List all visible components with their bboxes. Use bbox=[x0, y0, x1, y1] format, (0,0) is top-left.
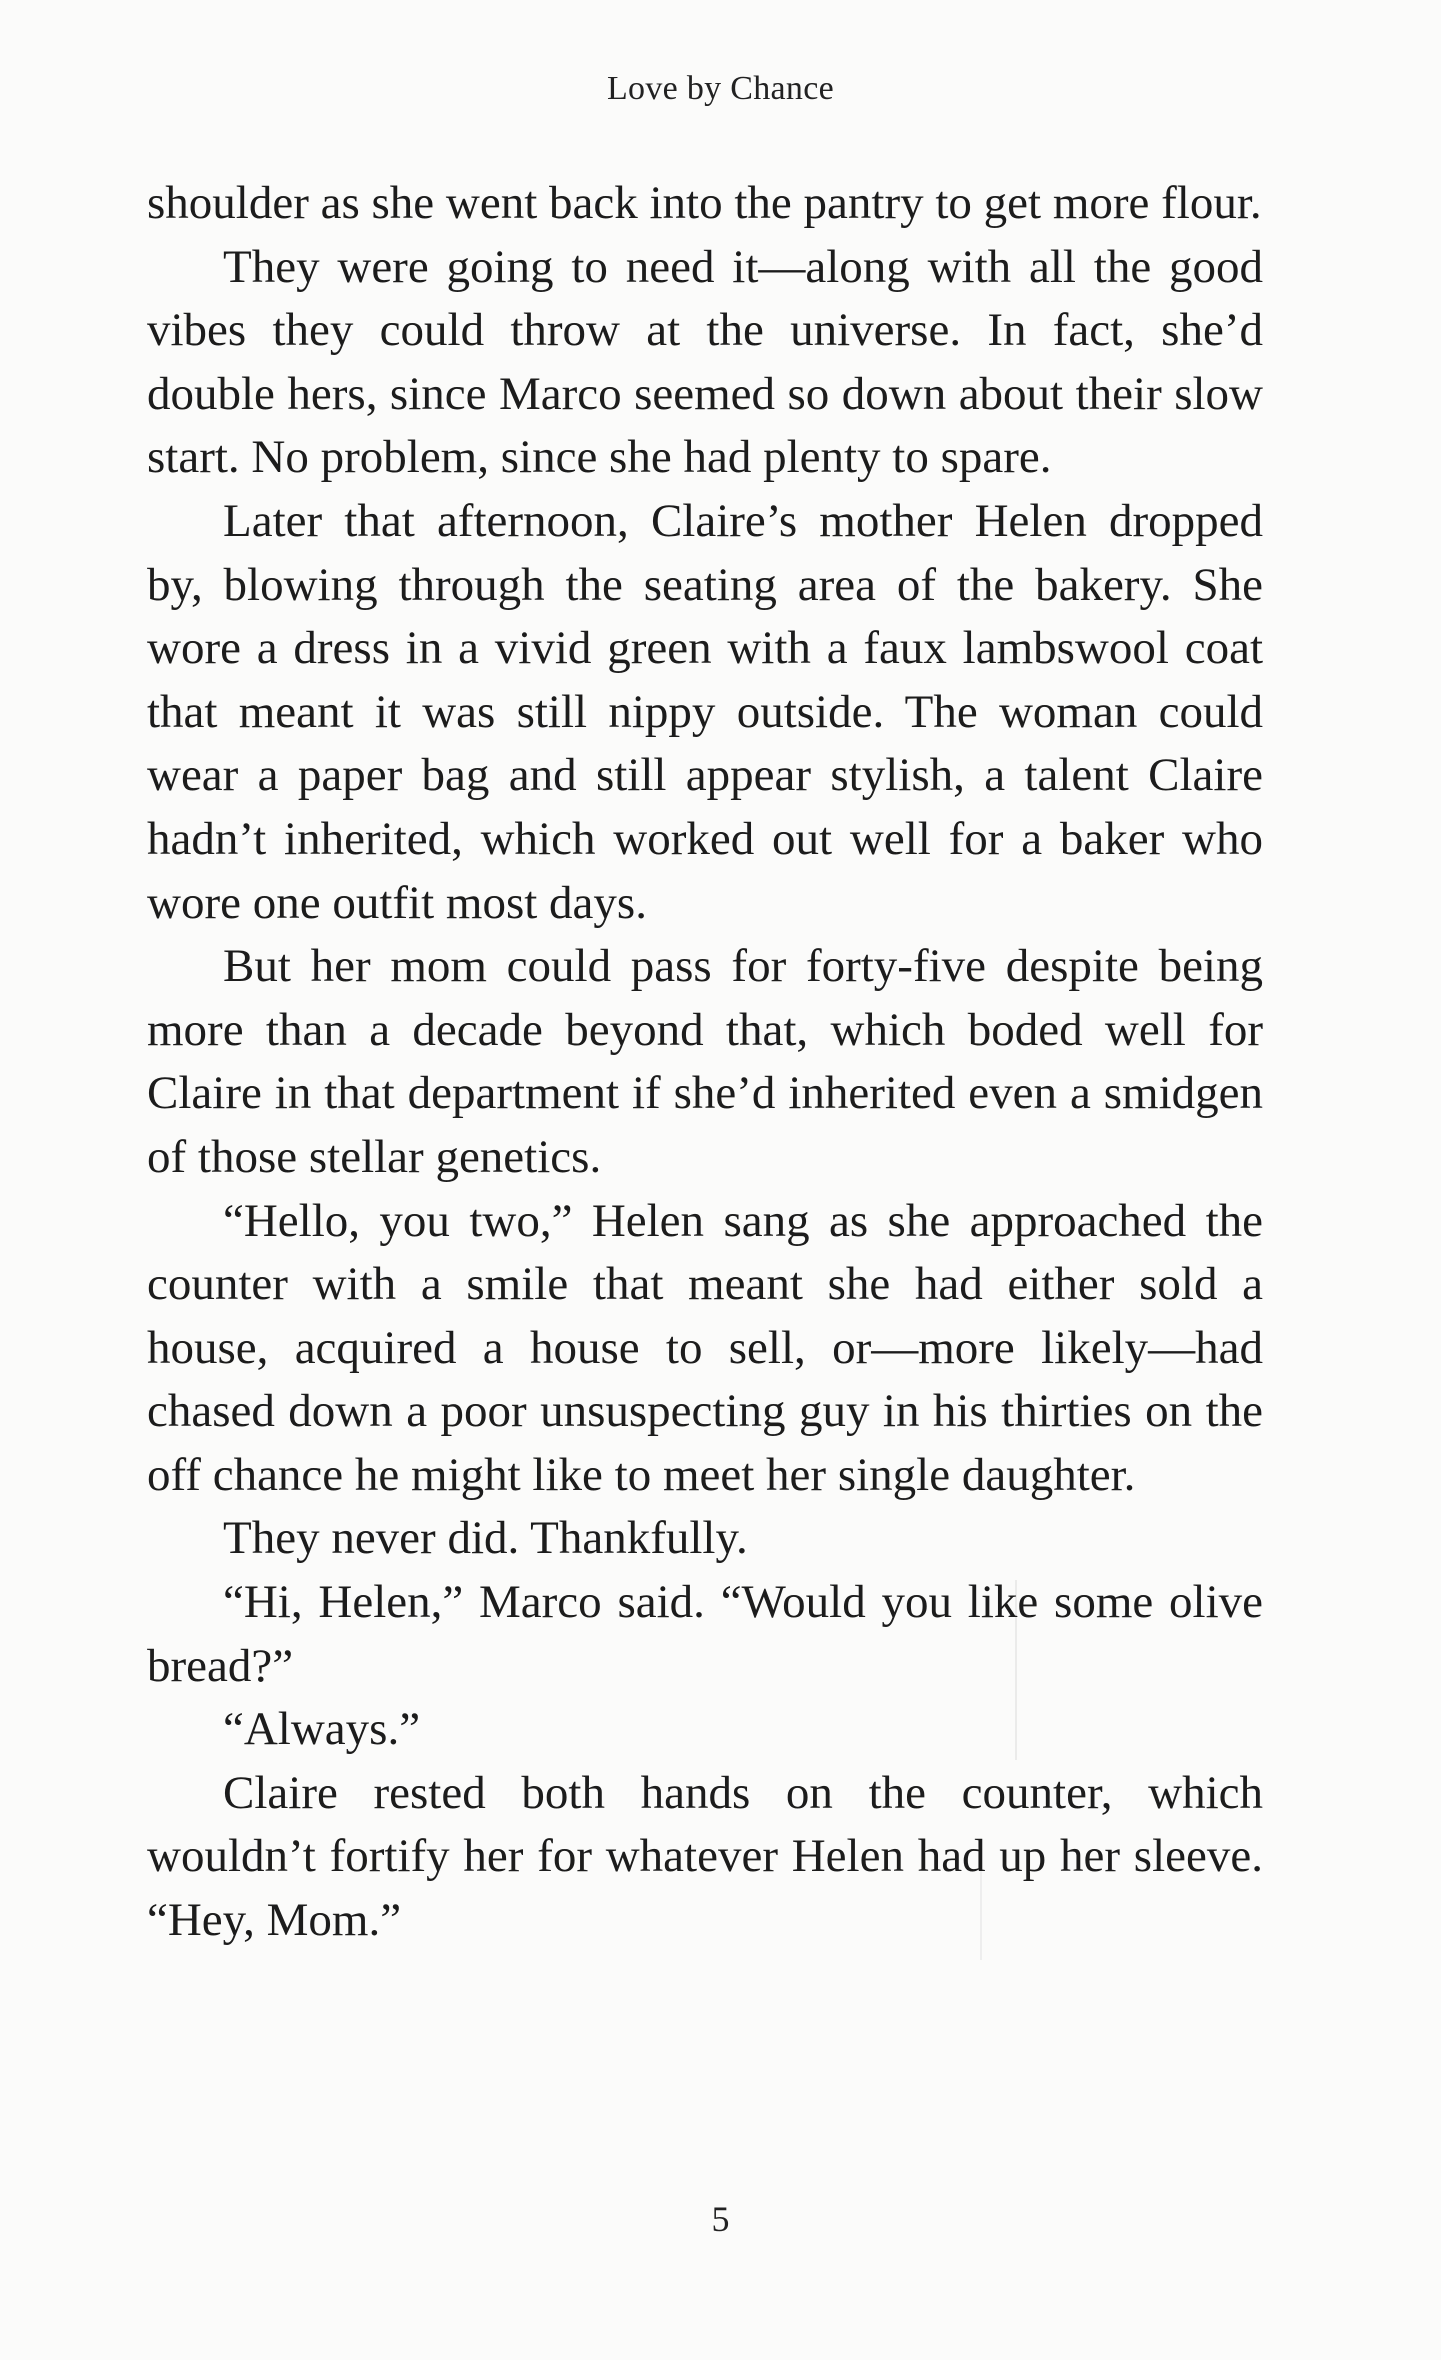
running-head-title: Love by Chance bbox=[606, 70, 834, 107]
paragraph: But her mom could pass for forty-five despite being more than a decade beyond that, which boded well for Claire in that department if she’d inherited even a smidgen of those stellar genetics. bbox=[147, 940, 1263, 1183]
paragraph: They were going to need it—along with all the good vibes they could throw at the universe. In fact, she’d double hers, since Marco seemed so down about their slow start. No problem, since she had plenty to spare. bbox=[147, 240, 1263, 484]
page-number: 5 bbox=[711, 2199, 730, 2239]
body-text bbox=[147, 172, 1263, 1953]
paragraph: “Hi, Helen,” Marco said. “Would you like some olive bread?” bbox=[147, 1576, 1263, 1692]
paragraph: Claire rested both hands on the counter, which wouldn’t fortify her for whatever Helen had up her sleeve. “Hey, Mom.” bbox=[147, 1766, 1263, 1947]
paragraph: “Hello, you two,” Helen sang as she approached the counter with a smile that meant she had either sold a house, acquired a house to sell, or—more likely—had chased down a poor unsuspecting guy in his thirties on the off chance he might like to meet her single daughter. bbox=[147, 1194, 1263, 1501]
paragraph: “Always.” bbox=[223, 1703, 421, 1756]
paragraph: Later that afternoon, Claire’s mother Helen dropped by, blowing through the seating area of the bakery. She wore a dress in a vivid green with a faux lambswool coat that meant it was still nippy outside. The woman could wear a paper bag and still appear stylish, a talent Claire hadn’t inherited, which worked out well for a baker who wore one outfit most days. bbox=[147, 494, 1263, 929]
paragraph: They never did. Thankfully. bbox=[223, 1512, 748, 1565]
paragraph-continuation: shoulder as she went back into the pantry to get more flour. bbox=[147, 177, 1262, 229]
